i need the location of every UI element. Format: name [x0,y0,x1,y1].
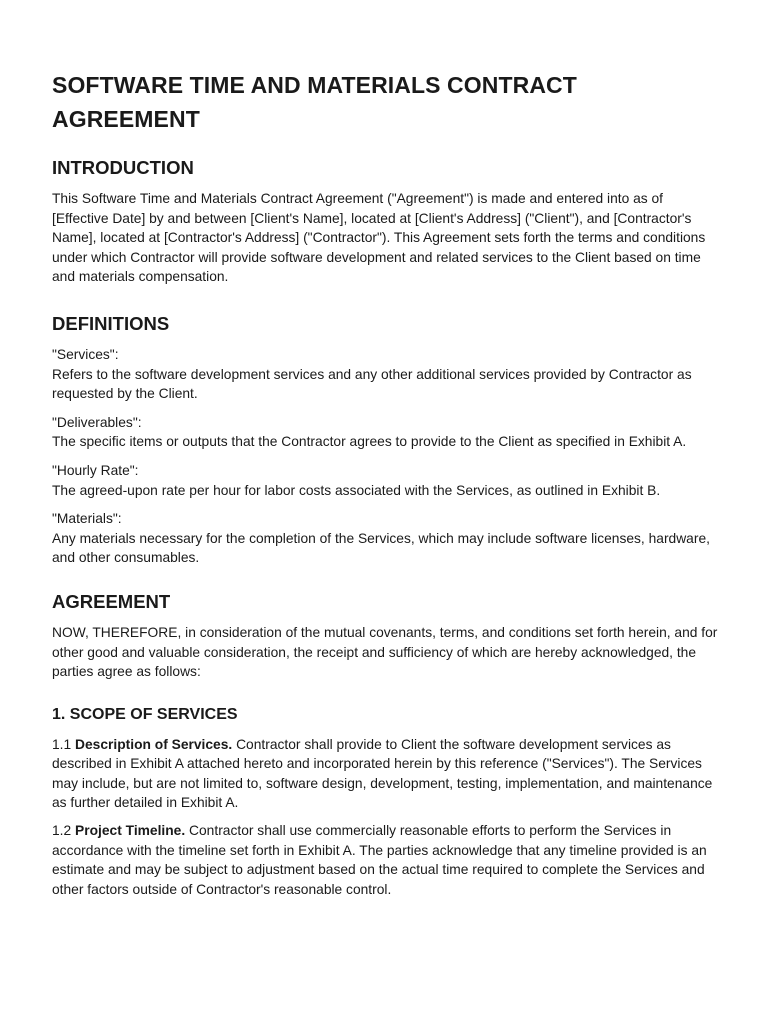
definition-text: The specific items or outputs that the Contractor agrees to provide to the Client as specified in Exhibit A. [52,434,687,450]
definition-item [52,461,718,500]
clause-1-1 [52,735,718,813]
definition-term: "Hourly Rate": [52,462,139,478]
definition-item [52,413,718,452]
definition-term: "Materials": [52,511,122,527]
agreement-section [52,590,718,682]
clause-1-2 [52,821,718,899]
clause-number: 1.2 [52,823,72,839]
document-title: SOFTWARE TIME AND MATERIALS CONTRACT AGREEMENT [52,72,577,132]
definitions-section [52,312,718,568]
agreement-heading: AGREEMENT [52,590,171,612]
introduction-heading: INTRODUCTION [52,157,194,178]
definition-term: "Services": [52,346,119,362]
definition-text: Refers to the software development services and any other additional services provided by Contractor as requested by the Client. [52,366,692,402]
scope-of-services-section [52,704,718,900]
definition-text: The agreed-upon rate per hour for labor costs associated with the Services, as outlined in Exhibit B. [52,482,661,498]
introduction-section [52,156,718,287]
scope-of-services-heading: 1. SCOPE OF SERVICES [52,705,238,723]
clause-text: Contractor shall provide to Client the software development services as described in Exhibit A attached hereto and incorporated herein by this reference ("Services"). The Services may include, but are not limited to, software design, development, testing, implementation, and maintenance as further detailed in Exhibit A. [52,736,713,811]
clause-number: 1.1 [52,736,72,752]
definition-term: "Deliverables": [52,414,142,430]
introduction-paragraph: This Software Time and Materials Contract Agreement ("Agreement") is made and entered into as of [Effective Date] by and between [Client's Name], located at [Client's Address] ("Client"), and [Contractor's Name], located at [Contractor's Address] ("Contractor"). This Agreement sets forth the terms and conditions under which Contractor will provide software development and related services to the Client based on time and materials compensation. [52,191,706,285]
clause-title: Description of Services. [75,736,233,752]
agreement-paragraph: NOW, THEREFORE, in consideration of the mutual covenants, terms, and conditions set forth herein, and for other good and valuable consideration, the receipt and sufficiency of which are hereby acknowledged, the parties agree as follows: [52,624,718,680]
definitions-heading: DEFINITIONS [52,312,170,334]
definition-text: Any materials necessary for the completion of the Services, which may include software licenses, hardware, and other consumables. [52,530,710,566]
definitions-list [52,345,718,568]
clause-text: Contractor shall use commercially reasonable efforts to perform the Services in accordance with the timeline set forth in Exhibit A. The parties acknowledge that any timeline provided is an estimate and may be subject to adjustment based on the actual time required to complete the Services and other factors outside of Contractor's reasonable control. [52,823,707,897]
clause-title: Project Timeline. [75,823,186,839]
definition-item [52,509,718,568]
definition-item [52,345,718,404]
